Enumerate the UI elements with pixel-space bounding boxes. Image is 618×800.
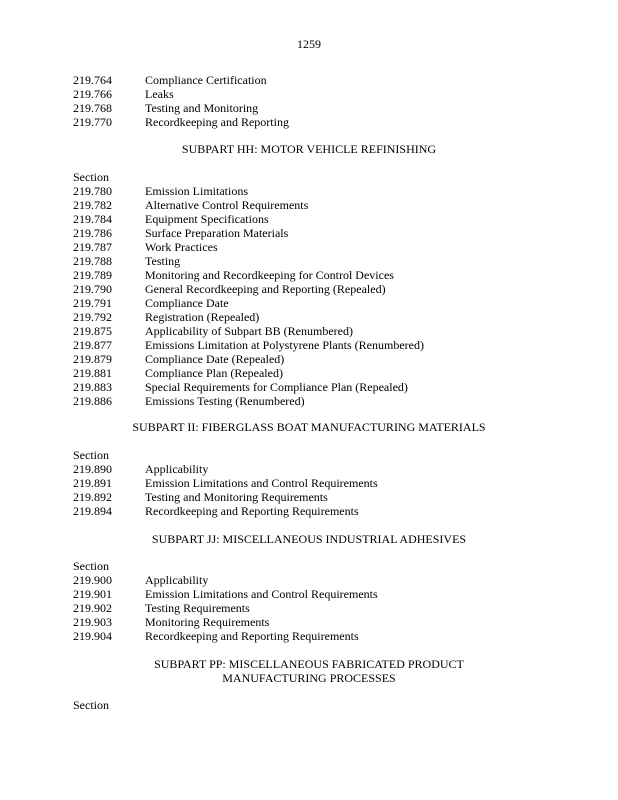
section-number: 219.786 [73, 226, 112, 240]
section-label: Section [73, 559, 109, 573]
list-item [73, 394, 553, 408]
section-number: 219.789 [73, 268, 112, 282]
section-title: Compliance Date [145, 296, 229, 310]
section-number: 219.791 [73, 296, 112, 310]
section-number: 219.890 [73, 462, 112, 476]
section-title: Equipment Specifications [145, 212, 269, 226]
section-title: Work Practices [145, 240, 218, 254]
list-item [73, 615, 553, 629]
section-title: Applicability [145, 462, 209, 476]
section-title: Testing [145, 254, 181, 268]
section-number: 219.784 [73, 212, 112, 226]
section-number: 219.900 [73, 573, 112, 587]
section-number: 219.894 [73, 504, 112, 518]
section-title: Emission Limitations and Control Requirements [145, 587, 378, 601]
section-number: 219.902 [73, 601, 112, 615]
section-number: 219.901 [73, 587, 112, 601]
section-number: 219.764 [73, 73, 112, 87]
subpart-pp-heading-line1: SUBPART PP: MISCELLANEOUS FABRICATED PRODUCT [154, 657, 464, 671]
list-item [73, 73, 553, 87]
list-item [73, 601, 553, 615]
section-title: Emissions Testing (Renumbered) [145, 394, 305, 408]
subpart-ii-sections [73, 448, 553, 518]
list-item [73, 587, 553, 601]
section-number: 219.770 [73, 115, 112, 129]
list-item [73, 87, 553, 101]
section-title: Monitoring and Recordkeeping for Control Devices [145, 268, 394, 282]
section-number: 219.886 [73, 394, 112, 408]
section-number: 219.875 [73, 324, 112, 338]
list-item [73, 282, 553, 296]
section-title: Compliance Plan (Repealed) [145, 366, 283, 380]
list-item [73, 476, 553, 490]
section-number: 219.881 [73, 366, 112, 380]
list-item [73, 115, 553, 129]
section-title: Testing and Monitoring [145, 101, 259, 115]
section-number: 219.787 [73, 240, 112, 254]
section-number: 219.782 [73, 198, 112, 212]
section-title: Compliance Certification [145, 73, 267, 87]
section-number: 219.780 [73, 184, 112, 198]
subpart-hh-heading: SUBPART HH: MOTOR VEHICLE REFINISHING [181, 142, 437, 156]
section-number: 219.768 [73, 101, 112, 115]
section-title: Alternative Control Requirements [145, 198, 309, 212]
subpart-pp-sections [73, 698, 553, 712]
list-item [73, 310, 553, 324]
section-title: Compliance Date (Repealed) [145, 352, 285, 366]
section-number: 219.892 [73, 490, 112, 504]
section-number: 219.877 [73, 338, 112, 352]
section-title: Applicability [145, 573, 209, 587]
list-item [73, 324, 553, 338]
list-item [73, 226, 553, 240]
list-item [73, 338, 553, 352]
section-title: Applicability of Subpart BB (Renumbered) [145, 324, 353, 338]
section-number: 219.790 [73, 282, 112, 296]
section-title: Special Requirements for Compliance Plan (Repealed) [145, 380, 408, 394]
list-item [73, 504, 553, 518]
section-label: Section [73, 170, 109, 184]
list-item [73, 184, 553, 198]
section-number: 219.879 [73, 352, 112, 366]
section-number: 219.792 [73, 310, 112, 324]
section-number: 219.891 [73, 476, 112, 490]
subpart-pp-heading-line2: MANUFACTURING PROCESSES [222, 671, 396, 685]
section-title: Leaks [145, 87, 174, 101]
list-item [73, 268, 553, 282]
section-title: Surface Preparation Materials [145, 226, 289, 240]
section-title: Recordkeeping and Reporting [145, 115, 289, 129]
section-label: Section [73, 698, 109, 712]
section-title: General Recordkeeping and Reporting (Repealed) [145, 282, 386, 296]
section-number: 219.904 [73, 629, 112, 643]
section-label: Section [73, 448, 109, 462]
section-title: Testing and Monitoring Requirements [145, 490, 328, 504]
section-title: Emission Limitations [145, 184, 249, 198]
section-number: 219.903 [73, 615, 112, 629]
section-number: 219.883 [73, 380, 112, 394]
list-item [73, 296, 553, 310]
subpart-hh-sections [73, 170, 553, 408]
subpart-jj-sections [73, 559, 553, 643]
list-item [73, 254, 553, 268]
section-title: Monitoring Requirements [145, 615, 270, 629]
list-item [73, 380, 553, 394]
list-item [73, 366, 553, 380]
section-title: Recordkeeping and Reporting Requirements [145, 629, 359, 643]
section-title: Emission Limitations and Control Requirements [145, 476, 378, 490]
list-item [73, 198, 553, 212]
section-list-top [73, 73, 553, 129]
section-number: 219.766 [73, 87, 112, 101]
section-number: 219.788 [73, 254, 112, 268]
section-title: Testing Requirements [145, 601, 250, 615]
list-item [73, 629, 553, 643]
list-item [73, 573, 553, 587]
section-title: Recordkeeping and Reporting Requirements [145, 504, 359, 518]
section-title: Registration (Repealed) [145, 310, 260, 324]
list-item [73, 212, 553, 226]
section-title: Emissions Limitation at Polystyrene Plants (Renumbered) [145, 338, 424, 352]
page-number: 1259 [297, 37, 321, 51]
subpart-ii-heading: SUBPART II: FIBERGLASS BOAT MANUFACTURING MATERIALS [132, 420, 486, 434]
list-item [73, 352, 553, 366]
list-item [73, 101, 553, 115]
list-item [73, 240, 553, 254]
list-item [73, 490, 553, 504]
list-item [73, 462, 553, 476]
subpart-jj-heading: SUBPART JJ: MISCELLANEOUS INDUSTRIAL ADHESIVES [151, 532, 467, 546]
